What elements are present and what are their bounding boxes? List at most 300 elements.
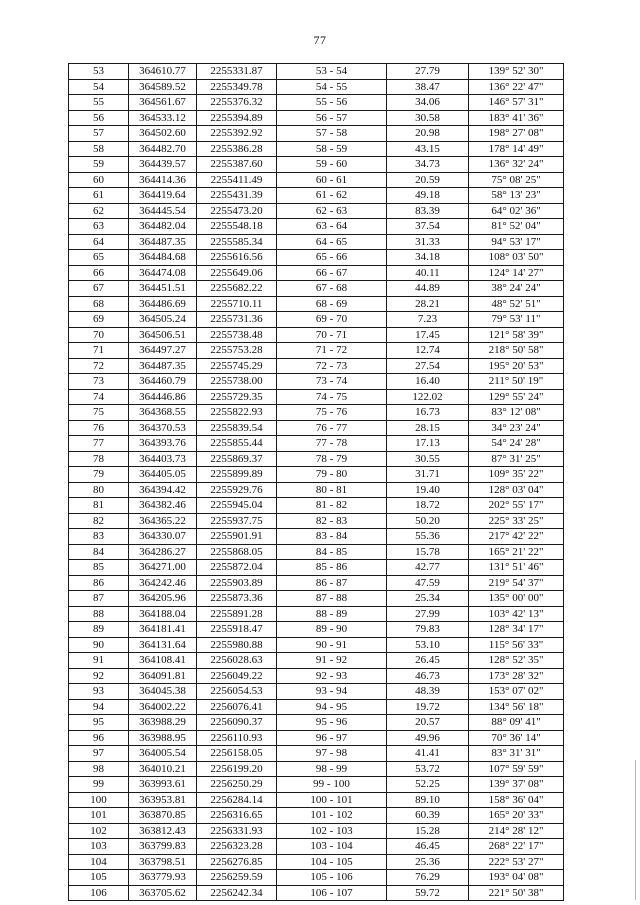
bearing-cell: 54° 24' 28" <box>469 436 564 452</box>
table-row <box>69 358 564 374</box>
point-number-cell: 65 <box>69 250 129 266</box>
segment-cell: 69 - 70 <box>277 312 387 328</box>
length-cell: 25.34 <box>387 591 469 607</box>
bearing-cell: 211° 50' 19" <box>469 374 564 390</box>
point-number-cell: 64 <box>69 234 129 250</box>
y-coordinate-cell: 2255682.22 <box>197 281 277 297</box>
y-coordinate-cell: 2255738.00 <box>197 374 277 390</box>
coordinates-table <box>68 63 564 901</box>
point-number-cell: 71 <box>69 343 129 359</box>
bearing-cell: 115° 56' 33" <box>469 637 564 653</box>
length-cell: 38.47 <box>387 79 469 95</box>
point-number-cell: 85 <box>69 560 129 576</box>
point-number-cell: 94 <box>69 699 129 715</box>
coordinates-table-container <box>68 63 563 901</box>
segment-cell: 97 - 98 <box>277 746 387 762</box>
segment-cell: 73 - 74 <box>277 374 387 390</box>
point-number-cell: 106 <box>69 885 129 901</box>
length-cell: 48.39 <box>387 684 469 700</box>
segment-cell: 104 - 105 <box>277 854 387 870</box>
bearing-cell: 139° 37' 08" <box>469 777 564 793</box>
bearing-cell: 221° 50' 38" <box>469 885 564 901</box>
segment-cell: 61 - 62 <box>277 188 387 204</box>
segment-cell: 75 - 76 <box>277 405 387 421</box>
y-coordinate-cell: 2255331.87 <box>197 64 277 80</box>
x-coordinate-cell: 364589.52 <box>129 79 197 95</box>
y-coordinate-cell: 2256158.05 <box>197 746 277 762</box>
y-coordinate-cell: 2255729.35 <box>197 389 277 405</box>
x-coordinate-cell: 364487.35 <box>129 234 197 250</box>
segment-cell: 57 - 58 <box>277 126 387 142</box>
table-row <box>69 219 564 235</box>
point-number-cell: 100 <box>69 792 129 808</box>
x-coordinate-cell: 364271.00 <box>129 560 197 576</box>
y-coordinate-cell: 2255903.89 <box>197 575 277 591</box>
length-cell: 79.83 <box>387 622 469 638</box>
segment-cell: 79 - 80 <box>277 467 387 483</box>
table-row <box>69 389 564 405</box>
table-row <box>69 420 564 436</box>
length-cell: 27.79 <box>387 64 469 80</box>
table-row <box>69 684 564 700</box>
x-coordinate-cell: 363870.85 <box>129 808 197 824</box>
segment-cell: 78 - 79 <box>277 451 387 467</box>
bearing-cell: 178° 14' 49" <box>469 141 564 157</box>
table-row <box>69 854 564 870</box>
length-cell: 34.06 <box>387 95 469 111</box>
segment-cell: 82 - 83 <box>277 513 387 529</box>
table-row <box>69 560 564 576</box>
bearing-cell: 38° 24' 24" <box>469 281 564 297</box>
bearing-cell: 34° 23' 24" <box>469 420 564 436</box>
x-coordinate-cell: 364419.64 <box>129 188 197 204</box>
bearing-cell: 79° 53' 11" <box>469 312 564 328</box>
segment-cell: 96 - 97 <box>277 730 387 746</box>
x-coordinate-cell: 364330.07 <box>129 529 197 545</box>
segment-cell: 101 - 102 <box>277 808 387 824</box>
table-row <box>69 64 564 80</box>
y-coordinate-cell: 2255548.18 <box>197 219 277 235</box>
x-coordinate-cell: 363798.51 <box>129 854 197 870</box>
segment-cell: 80 - 81 <box>277 482 387 498</box>
length-cell: 25.36 <box>387 854 469 870</box>
segment-cell: 95 - 96 <box>277 715 387 731</box>
point-number-cell: 75 <box>69 405 129 421</box>
length-cell: 12.74 <box>387 343 469 359</box>
bearing-cell: 195° 20' 53" <box>469 358 564 374</box>
point-number-cell: 102 <box>69 823 129 839</box>
length-cell: 17.45 <box>387 327 469 343</box>
segment-cell: 71 - 72 <box>277 343 387 359</box>
x-coordinate-cell: 363993.61 <box>129 777 197 793</box>
bearing-cell: 124° 14' 27" <box>469 265 564 281</box>
x-coordinate-cell: 364533.12 <box>129 110 197 126</box>
x-coordinate-cell: 364482.04 <box>129 219 197 235</box>
length-cell: 76.29 <box>387 870 469 886</box>
table-row <box>69 761 564 777</box>
bearing-cell: 218° 50' 58" <box>469 343 564 359</box>
point-number-cell: 68 <box>69 296 129 312</box>
length-cell: 30.58 <box>387 110 469 126</box>
x-coordinate-cell: 363705.62 <box>129 885 197 901</box>
point-number-cell: 96 <box>69 730 129 746</box>
bearing-cell: 70° 36' 14" <box>469 730 564 746</box>
point-number-cell: 72 <box>69 358 129 374</box>
bearing-cell: 202° 55' 17" <box>469 498 564 514</box>
y-coordinate-cell: 2255731.36 <box>197 312 277 328</box>
segment-cell: 90 - 91 <box>277 637 387 653</box>
table-row <box>69 637 564 653</box>
table-row <box>69 405 564 421</box>
point-number-cell: 78 <box>69 451 129 467</box>
y-coordinate-cell: 2256323.28 <box>197 839 277 855</box>
point-number-cell: 97 <box>69 746 129 762</box>
point-number-cell: 98 <box>69 761 129 777</box>
point-number-cell: 79 <box>69 467 129 483</box>
x-coordinate-cell: 364451.51 <box>129 281 197 297</box>
point-number-cell: 74 <box>69 389 129 405</box>
x-coordinate-cell: 364365.22 <box>129 513 197 529</box>
point-number-cell: 101 <box>69 808 129 824</box>
length-cell: 28.21 <box>387 296 469 312</box>
x-coordinate-cell: 363799.83 <box>129 839 197 855</box>
bearing-cell: 198° 27' 08" <box>469 126 564 142</box>
point-number-cell: 83 <box>69 529 129 545</box>
x-coordinate-cell: 364474.08 <box>129 265 197 281</box>
point-number-cell: 103 <box>69 839 129 855</box>
table-row <box>69 265 564 281</box>
table-row <box>69 436 564 452</box>
y-coordinate-cell: 2255745.29 <box>197 358 277 374</box>
x-coordinate-cell: 364486.69 <box>129 296 197 312</box>
x-coordinate-cell: 364394.42 <box>129 482 197 498</box>
length-cell: 44.89 <box>387 281 469 297</box>
bearing-cell: 83° 12' 08" <box>469 405 564 421</box>
y-coordinate-cell: 2255386.28 <box>197 141 277 157</box>
table-row <box>69 575 564 591</box>
y-coordinate-cell: 2256259.59 <box>197 870 277 886</box>
y-coordinate-cell: 2255918.47 <box>197 622 277 638</box>
y-coordinate-cell: 2256049.22 <box>197 668 277 684</box>
table-row <box>69 250 564 266</box>
bearing-cell: 81° 52' 04" <box>469 219 564 235</box>
segment-cell: 58 - 59 <box>277 141 387 157</box>
x-coordinate-cell: 364286.27 <box>129 544 197 560</box>
length-cell: 19.72 <box>387 699 469 715</box>
x-coordinate-cell: 364610.77 <box>129 64 197 80</box>
bearing-cell: 165° 20' 33" <box>469 808 564 824</box>
x-coordinate-cell: 364561.67 <box>129 95 197 111</box>
y-coordinate-cell: 2256090.37 <box>197 715 277 731</box>
table-row <box>69 529 564 545</box>
y-coordinate-cell: 2255929.76 <box>197 482 277 498</box>
x-coordinate-cell: 363779.93 <box>129 870 197 886</box>
x-coordinate-cell: 364484.68 <box>129 250 197 266</box>
point-number-cell: 92 <box>69 668 129 684</box>
x-coordinate-cell: 363812.43 <box>129 823 197 839</box>
table-row <box>69 467 564 483</box>
segment-cell: 60 - 61 <box>277 172 387 188</box>
bearing-cell: 121° 58' 39" <box>469 327 564 343</box>
segment-cell: 94 - 95 <box>277 699 387 715</box>
table-row <box>69 141 564 157</box>
bearing-cell: 136° 32' 24" <box>469 157 564 173</box>
segment-cell: 63 - 64 <box>277 219 387 235</box>
length-cell: 40.11 <box>387 265 469 281</box>
table-row <box>69 792 564 808</box>
table-row <box>69 823 564 839</box>
bearing-cell: 173° 28' 32" <box>469 668 564 684</box>
length-cell: 26.45 <box>387 653 469 669</box>
segment-cell: 100 - 101 <box>277 792 387 808</box>
x-coordinate-cell: 364482.70 <box>129 141 197 157</box>
y-coordinate-cell: 2255891.28 <box>197 606 277 622</box>
length-cell: 37.54 <box>387 219 469 235</box>
x-coordinate-cell: 364131.64 <box>129 637 197 653</box>
x-coordinate-cell: 364446.86 <box>129 389 197 405</box>
length-cell: 20.59 <box>387 172 469 188</box>
y-coordinate-cell: 2255431.39 <box>197 188 277 204</box>
length-cell: 18.72 <box>387 498 469 514</box>
segment-cell: 87 - 88 <box>277 591 387 607</box>
x-coordinate-cell: 364497.27 <box>129 343 197 359</box>
length-cell: 53.10 <box>387 637 469 653</box>
point-number-cell: 56 <box>69 110 129 126</box>
point-number-cell: 53 <box>69 64 129 80</box>
length-cell: 55.36 <box>387 529 469 545</box>
x-coordinate-cell: 364414.36 <box>129 172 197 188</box>
segment-cell: 77 - 78 <box>277 436 387 452</box>
point-number-cell: 81 <box>69 498 129 514</box>
x-coordinate-cell: 364506.51 <box>129 327 197 343</box>
length-cell: 16.73 <box>387 405 469 421</box>
length-cell: 19.40 <box>387 482 469 498</box>
point-number-cell: 62 <box>69 203 129 219</box>
x-coordinate-cell: 364002.22 <box>129 699 197 715</box>
x-coordinate-cell: 364505.24 <box>129 312 197 328</box>
table-row <box>69 343 564 359</box>
point-number-cell: 104 <box>69 854 129 870</box>
y-coordinate-cell: 2256199.20 <box>197 761 277 777</box>
scan-edge-line <box>635 760 636 900</box>
point-number-cell: 105 <box>69 870 129 886</box>
bearing-cell: 135° 00' 00" <box>469 591 564 607</box>
y-coordinate-cell: 2255738.48 <box>197 327 277 343</box>
segment-cell: 62 - 63 <box>277 203 387 219</box>
x-coordinate-cell: 364460.79 <box>129 374 197 390</box>
bearing-cell: 109° 35' 22" <box>469 467 564 483</box>
bearing-cell: 128° 52' 35" <box>469 653 564 669</box>
length-cell: 46.45 <box>387 839 469 855</box>
segment-cell: 85 - 86 <box>277 560 387 576</box>
table-row <box>69 513 564 529</box>
table-row <box>69 544 564 560</box>
point-number-cell: 95 <box>69 715 129 731</box>
table-row <box>69 296 564 312</box>
length-cell: 53.72 <box>387 761 469 777</box>
point-number-cell: 82 <box>69 513 129 529</box>
y-coordinate-cell: 2255899.89 <box>197 467 277 483</box>
point-number-cell: 66 <box>69 265 129 281</box>
x-coordinate-cell: 364181.41 <box>129 622 197 638</box>
y-coordinate-cell: 2256250.29 <box>197 777 277 793</box>
length-cell: 30.55 <box>387 451 469 467</box>
bearing-cell: 183° 41' 36" <box>469 110 564 126</box>
bearing-cell: 131° 51' 46" <box>469 560 564 576</box>
y-coordinate-cell: 2255710.11 <box>197 296 277 312</box>
y-coordinate-cell: 2255855.44 <box>197 436 277 452</box>
point-number-cell: 90 <box>69 637 129 653</box>
bearing-cell: 153° 07' 02" <box>469 684 564 700</box>
table-row <box>69 591 564 607</box>
length-cell: 47.59 <box>387 575 469 591</box>
table-row <box>69 110 564 126</box>
table-row <box>69 312 564 328</box>
segment-cell: 74 - 75 <box>277 389 387 405</box>
segment-cell: 91 - 92 <box>277 653 387 669</box>
segment-cell: 98 - 99 <box>277 761 387 777</box>
length-cell: 122.02 <box>387 389 469 405</box>
y-coordinate-cell: 2256331.93 <box>197 823 277 839</box>
segment-cell: 55 - 56 <box>277 95 387 111</box>
x-coordinate-cell: 363988.29 <box>129 715 197 731</box>
segment-cell: 76 - 77 <box>277 420 387 436</box>
table-row <box>69 622 564 638</box>
segment-cell: 53 - 54 <box>277 64 387 80</box>
segment-cell: 106 - 107 <box>277 885 387 901</box>
length-cell: 15.78 <box>387 544 469 560</box>
y-coordinate-cell: 2256054.53 <box>197 684 277 700</box>
x-coordinate-cell: 364045.38 <box>129 684 197 700</box>
y-coordinate-cell: 2255945.04 <box>197 498 277 514</box>
length-cell: 31.33 <box>387 234 469 250</box>
bearing-cell: 139° 52' 30" <box>469 64 564 80</box>
x-coordinate-cell: 364439.57 <box>129 157 197 173</box>
bearing-cell: 87° 31' 25" <box>469 451 564 467</box>
y-coordinate-cell: 2256110.93 <box>197 730 277 746</box>
y-coordinate-cell: 2255753.28 <box>197 343 277 359</box>
x-coordinate-cell: 363988.95 <box>129 730 197 746</box>
table-row <box>69 606 564 622</box>
bearing-cell: 64° 02' 36" <box>469 203 564 219</box>
point-number-cell: 80 <box>69 482 129 498</box>
y-coordinate-cell: 2255822.93 <box>197 405 277 421</box>
point-number-cell: 76 <box>69 420 129 436</box>
point-number-cell: 88 <box>69 606 129 622</box>
length-cell: 42.77 <box>387 560 469 576</box>
bearing-cell: 219° 54' 37" <box>469 575 564 591</box>
table-body <box>69 64 564 901</box>
point-number-cell: 69 <box>69 312 129 328</box>
y-coordinate-cell: 2255649.06 <box>197 265 277 281</box>
segment-cell: 65 - 66 <box>277 250 387 266</box>
segment-cell: 103 - 104 <box>277 839 387 855</box>
segment-cell: 66 - 67 <box>277 265 387 281</box>
y-coordinate-cell: 2256316.65 <box>197 808 277 824</box>
table-row <box>69 95 564 111</box>
table-row <box>69 172 564 188</box>
bearing-cell: 48° 52' 51" <box>469 296 564 312</box>
point-number-cell: 59 <box>69 157 129 173</box>
table-row <box>69 653 564 669</box>
table-row <box>69 234 564 250</box>
x-coordinate-cell: 364382.46 <box>129 498 197 514</box>
y-coordinate-cell: 2255616.56 <box>197 250 277 266</box>
bearing-cell: 75° 08' 25" <box>469 172 564 188</box>
y-coordinate-cell: 2255868.05 <box>197 544 277 560</box>
table-row <box>69 839 564 855</box>
length-cell: 49.18 <box>387 188 469 204</box>
bearing-cell: 146° 57' 31" <box>469 95 564 111</box>
length-cell: 17.13 <box>387 436 469 452</box>
y-coordinate-cell: 2255839.54 <box>197 420 277 436</box>
table-row <box>69 126 564 142</box>
point-number-cell: 57 <box>69 126 129 142</box>
table-row <box>69 374 564 390</box>
x-coordinate-cell: 364393.76 <box>129 436 197 452</box>
y-coordinate-cell: 2255869.37 <box>197 451 277 467</box>
length-cell: 34.18 <box>387 250 469 266</box>
x-coordinate-cell: 364445.54 <box>129 203 197 219</box>
point-number-cell: 67 <box>69 281 129 297</box>
length-cell: 41.41 <box>387 746 469 762</box>
segment-cell: 92 - 93 <box>277 668 387 684</box>
table-row <box>69 730 564 746</box>
point-number-cell: 91 <box>69 653 129 669</box>
y-coordinate-cell: 2255873.36 <box>197 591 277 607</box>
y-coordinate-cell: 2255394.89 <box>197 110 277 126</box>
bearing-cell: 83° 31' 31" <box>469 746 564 762</box>
point-number-cell: 55 <box>69 95 129 111</box>
segment-cell: 93 - 94 <box>277 684 387 700</box>
bearing-cell: 268° 22' 17" <box>469 839 564 855</box>
length-cell: 27.54 <box>387 358 469 374</box>
segment-cell: 72 - 73 <box>277 358 387 374</box>
point-number-cell: 87 <box>69 591 129 607</box>
length-cell: 20.98 <box>387 126 469 142</box>
table-row <box>69 203 564 219</box>
x-coordinate-cell: 364205.96 <box>129 591 197 607</box>
segment-cell: 64 - 65 <box>277 234 387 250</box>
segment-cell: 99 - 100 <box>277 777 387 793</box>
segment-cell: 59 - 60 <box>277 157 387 173</box>
x-coordinate-cell: 364502.60 <box>129 126 197 142</box>
table-row <box>69 482 564 498</box>
table-row <box>69 715 564 731</box>
segment-cell: 105 - 106 <box>277 870 387 886</box>
length-cell: 31.71 <box>387 467 469 483</box>
bearing-cell: 225° 33' 25" <box>469 513 564 529</box>
point-number-cell: 54 <box>69 79 129 95</box>
y-coordinate-cell: 2255376.32 <box>197 95 277 111</box>
bearing-cell: 222° 53' 27" <box>469 854 564 870</box>
x-coordinate-cell: 364242.46 <box>129 575 197 591</box>
bearing-cell: 128° 34' 17" <box>469 622 564 638</box>
table-row <box>69 498 564 514</box>
bearing-cell: 94° 53' 17" <box>469 234 564 250</box>
point-number-cell: 60 <box>69 172 129 188</box>
point-number-cell: 77 <box>69 436 129 452</box>
segment-cell: 68 - 69 <box>277 296 387 312</box>
bearing-cell: 108° 03' 50" <box>469 250 564 266</box>
table-row <box>69 327 564 343</box>
x-coordinate-cell: 363953.81 <box>129 792 197 808</box>
length-cell: 28.15 <box>387 420 469 436</box>
segment-cell: 70 - 71 <box>277 327 387 343</box>
length-cell: 49.96 <box>387 730 469 746</box>
point-number-cell: 99 <box>69 777 129 793</box>
point-number-cell: 86 <box>69 575 129 591</box>
